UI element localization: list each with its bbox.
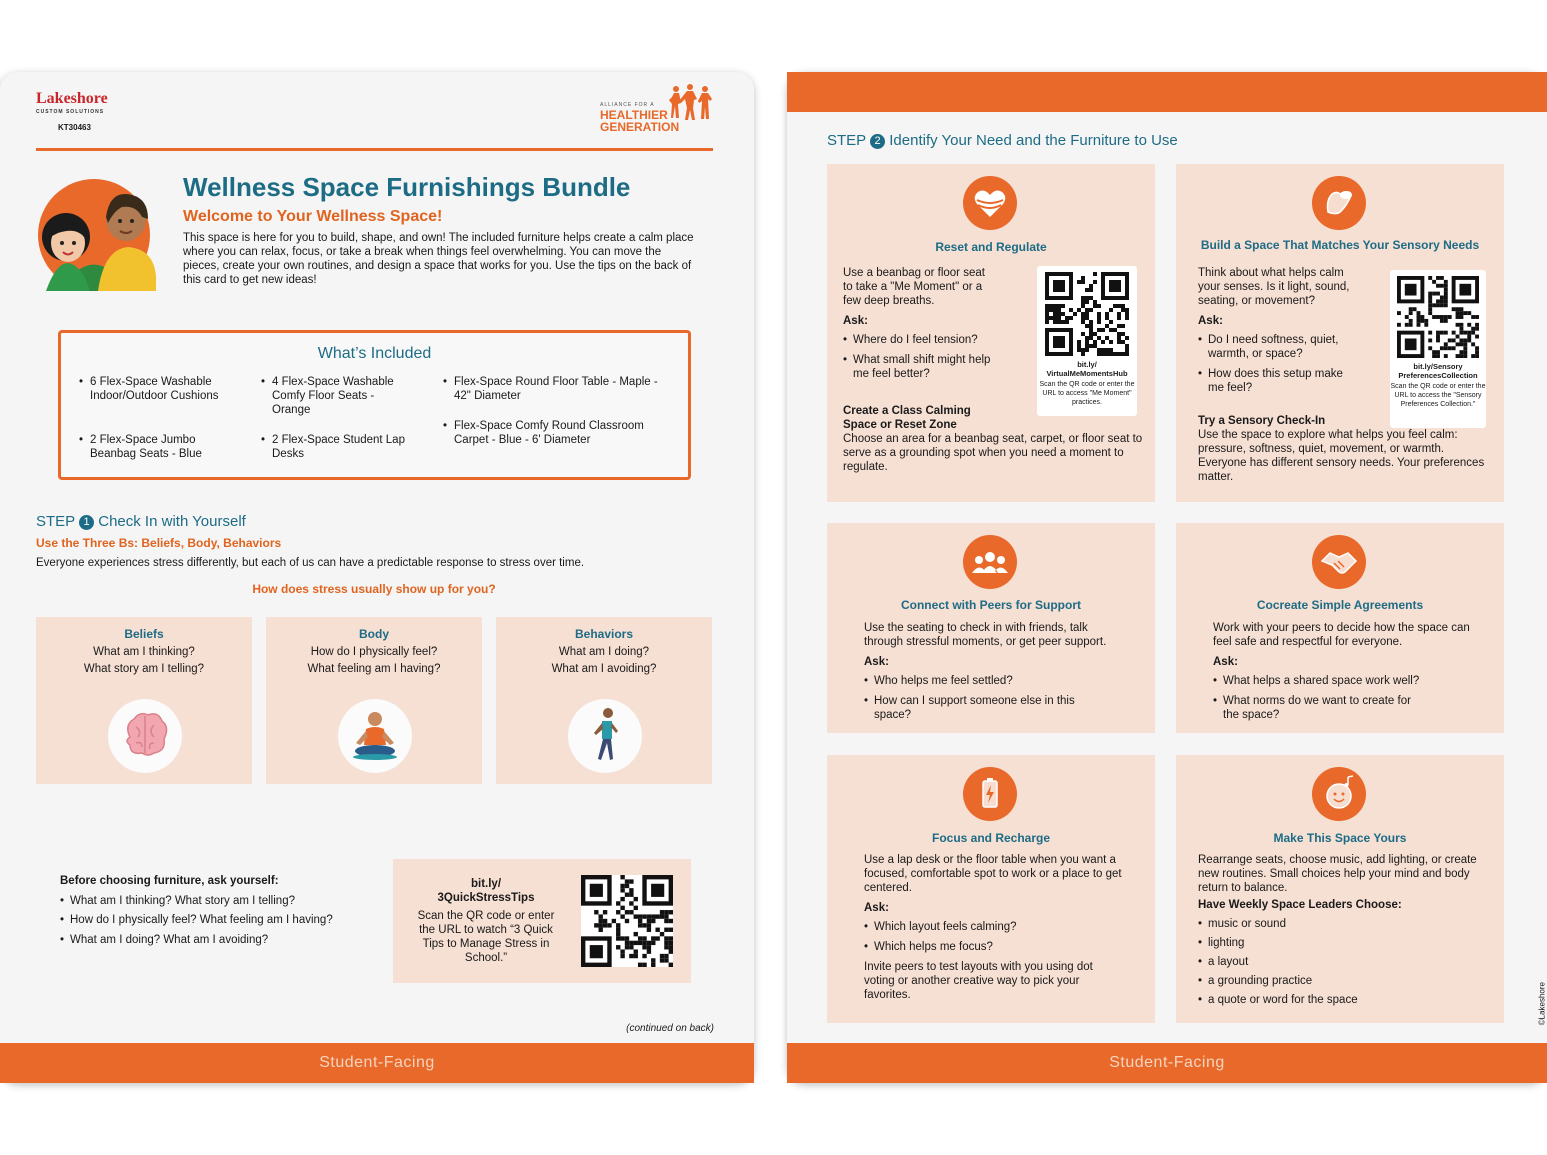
tile-agreements-ask: Ask: — [1213, 656, 1238, 668]
included-item: • 2 Flex-Space Jumbo Beanbag Seats - Blue — [79, 433, 229, 461]
partner-logo-line2: GENERATION — [600, 120, 680, 134]
tile-reset-qr-box[interactable] — [1037, 266, 1137, 416]
included-item: • Flex-Space Round Floor Table - Maple - 42" Diameter — [443, 375, 675, 403]
step1-number: 1 — [79, 515, 94, 530]
tile-peers-ask: Ask: — [864, 656, 889, 668]
tile-yours-title: Make This Space Yours — [1273, 831, 1407, 845]
beliefs-title: Beliefs — [124, 627, 164, 641]
tile-reset-question: • What small shift might help me feel better? — [843, 353, 993, 381]
step2-label: STEP — [827, 132, 866, 149]
included-item: • Flex-Space Comfy Round Classroom Carpet - Blue - 6' Diameter — [443, 419, 675, 447]
tile-sensory-qr-desc: Scan the QR code or enter the URL to access the "Sensory Preferences Collection." — [1390, 383, 1486, 408]
before-item: • How do I physically feel? What feeling am I having? — [60, 911, 333, 931]
qr-code-icon[interactable] — [1045, 272, 1129, 356]
included-item: • 4 Flex-Space Washable Comfy Floor Seats - Orange — [261, 375, 411, 417]
group-icon — [963, 535, 1017, 589]
welcome-heading: Welcome to Your Wellness Space! — [183, 208, 443, 225]
step1-question: How does stress usually show up for you? — [252, 582, 496, 596]
tile-focus-question: • Which helps me focus? — [864, 940, 1126, 954]
intro-paragraph: This space is here for you to build, shape, and own! The included furniture helps create a calm place where you can relax, focus, or take a break when things feel overwhelming. You can move the pieces, create your own routines, and design a space that works for you. Use the tips on the back of this card to get new ideas! — [183, 232, 694, 286]
walking-person-icon — [568, 699, 642, 773]
tile-reset-zone-text: Choose an area for a beanbag seat, carpet, or floor seat to serve as a grounding spot when you need a moment to regulate. — [843, 433, 1143, 473]
lakeshore-logo — [36, 90, 108, 132]
copyright-note: ©Lakeshore — [1537, 982, 1546, 1026]
tile-agreements-question: • What norms do we want to create for the space? — [1213, 694, 1413, 722]
tile-yours-choice: • a layout — [1198, 955, 1488, 969]
tile-yours-leaders-heading: Have Weekly Space Leaders Choose: — [1198, 899, 1402, 911]
tile-agreements-intro: Work with your peers to decide how the space can feel safe and respectful for everyone. — [1213, 622, 1470, 648]
tile-peers-intro: Use the seating to check in with friends, talk through stressful moments, or get peer support. — [864, 622, 1107, 648]
tile-focus-question: • Which layout feels calming? — [864, 920, 1126, 934]
tile-focus-recharge — [827, 755, 1155, 1023]
tile-reset-intro: Use a beanbag or floor seat to take a "Me Moment" or a few deep breaths. — [843, 267, 985, 307]
tile-focus-ask: Ask: — [864, 902, 889, 914]
beliefs-box — [36, 617, 252, 784]
tile-sensory-question: • Do I need softness, quiet, warmth, or space? — [1198, 333, 1358, 361]
body-box — [266, 617, 482, 784]
students-avatar-icon — [36, 177, 156, 291]
tile-focus-title: Focus and Recharge — [931, 831, 1051, 845]
tile-yours-choice: • a quote or word for the space — [1198, 993, 1488, 1007]
before-item: • What am I thinking? What story am I telling? — [60, 892, 333, 912]
tile-reset-question: • Where do I feel tension? — [843, 333, 993, 347]
step2-title: Identify Your Need and the Furniture to Use — [889, 132, 1178, 149]
tile-agreements-title: Cocreate Simple Agreements — [1256, 598, 1424, 612]
front-card — [0, 72, 754, 1083]
partner-logo-line1: HEALTHIER — [600, 108, 668, 122]
body-line: How do I physically feel? — [310, 646, 438, 658]
tile-reset-qr-desc: Scan the QR code or enter the URL to access "Me Moment" practices. — [1039, 381, 1135, 406]
stress-tips-link-line2: 3QuickStressTips — [437, 892, 535, 904]
tile-connect-peers — [827, 523, 1155, 733]
healthier-generation-logo — [598, 84, 718, 136]
included-item: • 2 Flex-Space Student Lap Desks — [261, 433, 411, 461]
body-line: What feeling am I having? — [307, 663, 441, 675]
step1-text: Everyone experiences stress differently, but each of us can have a predictable response to stress over time. — [36, 557, 585, 569]
before-item: • What am I doing? What am I avoiding? — [60, 931, 333, 951]
beliefs-line: What story am I telling? — [83, 663, 205, 675]
tile-peers-question: • Who helps me feel settled? — [864, 674, 1124, 688]
before-choosing-list — [60, 872, 333, 950]
whats-included-heading: What’s Included — [317, 345, 432, 362]
tile-reset-zone-heading: Create a Class Calming Space or Reset Zone — [843, 405, 971, 431]
battery-icon — [963, 767, 1017, 821]
tile-reset-regulate — [827, 164, 1155, 502]
step1-subheading: Use the Three Bs: Beliefs, Body, Behaviors — [36, 536, 282, 550]
header-rule — [36, 148, 713, 151]
stress-tips-link[interactable] — [413, 877, 559, 905]
whats-included-box — [58, 330, 691, 480]
tile-cocreate-agreements — [1176, 523, 1504, 733]
continued-note: (continued on back) — [626, 1023, 714, 1034]
tile-make-space-yours — [1176, 755, 1504, 1023]
brain-icon — [108, 699, 182, 773]
lakeshore-brand-sub: CUSTOM SOLUTIONS — [36, 109, 105, 115]
product-sku: KT30463 — [58, 123, 91, 132]
jumping-kids-icon — [668, 84, 714, 124]
stress-tips-description: Scan the QR code or enter the URL to watch “3 Quick Tips to Manage Stress in School.” — [417, 910, 555, 964]
tile-reset-title: Reset and Regulate — [935, 240, 1047, 254]
tile-yours-intro: Rearrange seats, choose music, add lighting, or create new routines. Small choices help your mind and body return to balance. — [1198, 854, 1477, 894]
meditating-person-icon — [338, 699, 412, 773]
tile-yours-choice: • lighting — [1198, 936, 1488, 950]
stress-tips-link-line1: bit.ly/ — [470, 878, 502, 890]
behaviors-title: Behaviors — [574, 627, 634, 641]
tile-sensory-qr-link[interactable]: bit.ly/Sensory PreferencesCollection — [1398, 362, 1478, 380]
tile-sensory-checkin-text: Use the space to explore what helps you feel calm: pressure, softness, quiet, movement, or warmth. Everyone has different sensory needs. Your preferences matter. — [1198, 429, 1485, 483]
qr-code-icon[interactable] — [581, 875, 673, 967]
tile-peers-title: Connect with Peers for Support — [900, 598, 1081, 612]
back-footer: Student-Facing — [787, 1043, 1547, 1083]
before-heading: Before choosing furniture, ask yourself: — [60, 875, 279, 887]
included-item: • 6 Flex-Space Washable Indoor/Outdoor Cushions — [79, 375, 229, 403]
behaviors-line: What am I doing? — [558, 646, 650, 658]
lakeshore-brand: Lakeshore — [36, 90, 108, 107]
tile-focus-outro: Invite peers to test layouts with you using dot voting or another creative way to pick your favorites. — [864, 961, 1093, 1001]
tile-sensory-checkin-heading: Try a Sensory Check-In — [1198, 415, 1326, 427]
tile-reset-ask: Ask: — [843, 315, 868, 327]
tile-peers-question: • How can I support someone else in this space? — [864, 694, 1094, 722]
behaviors-line: What am I avoiding? — [551, 663, 657, 675]
body-title: Body — [359, 627, 389, 641]
page-title: Wellness Space Furnishings Bundle — [183, 172, 631, 202]
tile-agreements-question: • What helps a shared space work well? — [1213, 674, 1473, 688]
tile-yours-choice: • music or sound — [1198, 917, 1488, 931]
tile-focus-intro: Use a lap desk or the floor table when you want a focused, comfortable spot to work or a place to get centered. — [864, 854, 1122, 894]
handshake-icon — [1312, 535, 1366, 589]
qr-code-icon[interactable] — [1397, 276, 1479, 358]
step1-label: STEP — [36, 513, 75, 530]
tile-sensory-title: Build a Space That Matches Your Sensory Needs — [1200, 238, 1480, 252]
partner-logo-small: ALLIANCE FOR A — [600, 102, 655, 108]
back-card — [787, 72, 1547, 1083]
tile-yours-choice: • a grounding practice — [1198, 974, 1488, 988]
stress-tips-qr-panel — [393, 859, 691, 983]
front-footer: Student-Facing — [0, 1043, 754, 1083]
tile-sensory-needs — [1176, 164, 1504, 502]
back-top-bar — [787, 72, 1547, 112]
step2-heading — [827, 132, 1178, 149]
smiley-music-icon — [1312, 767, 1366, 821]
step1-title: Check In with Yourself — [98, 513, 246, 530]
tile-sensory-question: • How does this setup make me feel? — [1198, 367, 1358, 395]
step1-heading — [36, 513, 246, 530]
tile-reset-qr-link[interactable]: bit.ly/ VirtualMeMomentsHub — [1046, 360, 1128, 378]
tile-sensory-ask: Ask: — [1198, 315, 1223, 327]
hand-icon — [1312, 176, 1366, 230]
tile-sensory-qr-box[interactable] — [1390, 270, 1486, 428]
behaviors-box — [496, 617, 712, 784]
heart-icon — [963, 176, 1017, 230]
step2-number: 2 — [870, 134, 885, 149]
tile-sensory-intro: Think about what helps calm your senses. Is it light, sound, seating, or movement? — [1198, 267, 1350, 307]
beliefs-line: What am I thinking? — [93, 646, 195, 658]
